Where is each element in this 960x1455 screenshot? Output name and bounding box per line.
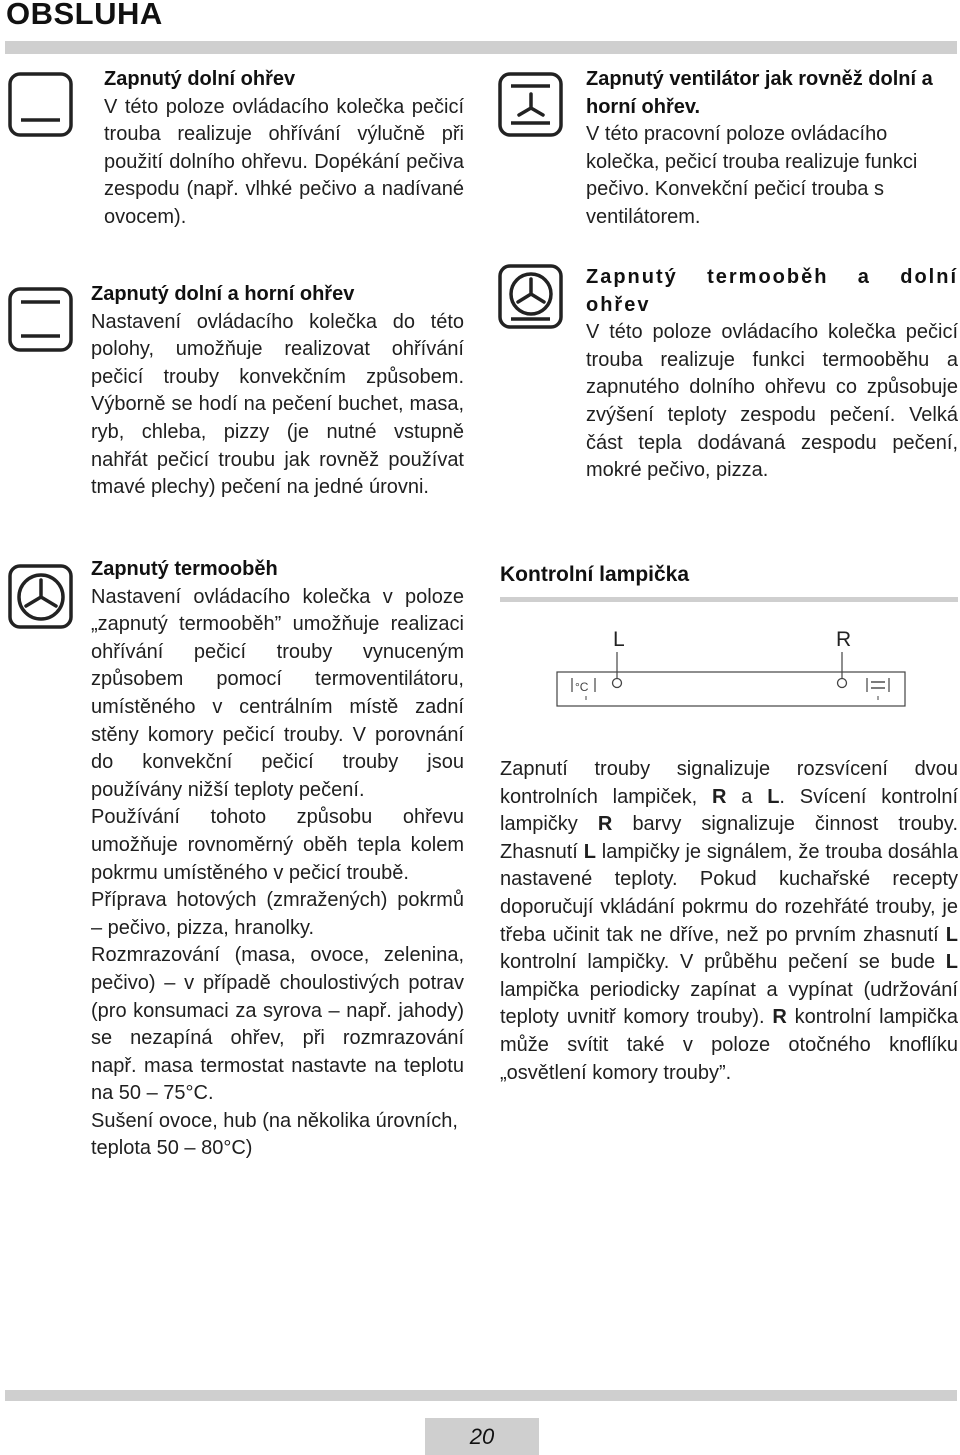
thermostat-symbol: °C — [575, 680, 589, 694]
lamp-label-left: L — [613, 628, 625, 651]
fan-bottom-heating-icon — [498, 264, 564, 330]
lamp-text-l: L — [767, 785, 780, 808]
lamp-text-2: . Svícení kontrolní lampičky — [500, 785, 959, 836]
section-body: Nastavení ovládacího kolečka do této polohy, umožňuje realizovat ohřívání pečicí trouby konvekčním způsobem. Výborně se hodí na pečení buchet, masa, ryb, chleba, pizzy (je nutné vstupně nahřát pečicí troubu jak rovněž používat tmavé plechy) pečení na jedné úrovni. — [91, 310, 464, 499]
lamp-text-4: lampičky je signálem, že trouba dosáhla nastavené teploty. Pokud kuchařské recepty doporučují vkládání pokrmu do rozehřáté trouby, je třeba učinit tak ne dříve, než po prvním zhasnutí — [500, 840, 958, 946]
page-number: 20 — [469, 1423, 495, 1449]
lamp-text-3: barvy signalizuje činnost trouby. Zhasnutí — [500, 813, 959, 863]
lamp-text-5: kontrolní lampičky. V průběhu pečení se bude — [500, 951, 936, 974]
lamp-text-a: a — [741, 785, 753, 808]
section-heading: Zapnutý ventilátor jak rovněž dolní a horní ohřev. — [586, 68, 933, 118]
section-heading: Zapnutý dolní a horní ohřev — [91, 283, 355, 305]
section-heading: Zapnutý termooběh a dolní ohřev — [586, 266, 958, 316]
lamp-text-6: lampička periodicky zapínat a vypínat (udržování teploty uvnitř komory trouby). — [500, 978, 958, 1029]
section-body: V této poloze ovládacího kolečka pečicí trouba realizuje ohřívání výlučně při použití dolního ohřevu. Dopékání pečiva zespodu (např. vlhké pečivo a nadívané ovocem). — [104, 95, 464, 228]
lamp-label-right: R — [836, 628, 852, 651]
top-bottom-heating-icon — [8, 287, 74, 353]
lamp-text-7: kontrolní lampička může svítit také v poloze otočného knoflíku „osvětlení komory trouby”. — [500, 1006, 959, 1084]
fan-top-bottom-heating-icon — [498, 72, 564, 138]
section-paragraph: Používání tohoto způsobu ohřevu umožňuje rovnoměrný oběh tepla kolem pokrmu umístěného v pečicí troubě. — [91, 806, 464, 884]
bottom-heating-icon — [8, 72, 74, 138]
section-paragraph: Příprava hotových (zmražených) pokrmů – pečivo, pizza, hranolky. — [91, 889, 464, 939]
section-hot-air-bottom — [586, 264, 958, 485]
control-lamp-rule — [500, 597, 958, 602]
section-body: V této pracovní poloze ovládacího kolečka, pečicí trouba realizuje funkci pečivo. Konvekční pečicí trouba s ventilátorem. — [586, 123, 918, 228]
lamp-text-r: R — [772, 1006, 787, 1029]
section-body: V této poloze ovládacího kolečka pečicí trouba realizuje funkci termooběhu a zapnutého dolního ohřevu co způsobuje zvýšení teploty zespodu pečení. Velká část tepla dodávaná zespodu pečení, mokré pečivo, pizza. — [586, 321, 958, 482]
header-rule — [5, 41, 957, 54]
lamp-text-l: L — [583, 840, 596, 863]
footer-rule — [5, 1390, 957, 1401]
control-lamp-text — [500, 756, 958, 1087]
lamp-text-l: L — [945, 923, 958, 946]
section-bottom-heating — [104, 66, 464, 232]
lamp-text-r: R — [711, 785, 727, 808]
fan-icon — [8, 564, 74, 630]
lamp-l-indicator — [613, 679, 622, 688]
lamp-text-1: Zapnutí trouby signalizuje rozsvícení dvou kontrolních lampiček, — [500, 758, 958, 808]
lamp-r-indicator — [838, 679, 847, 688]
section-top-bottom-heating — [91, 281, 464, 502]
section-heading: Zapnutý dolní ohřev — [104, 68, 296, 90]
section-hot-air — [91, 556, 464, 1163]
section-heading: Zapnutý termooběh — [91, 558, 278, 580]
section-paragraph: Sušení ovoce, hub (na několika úrovních, teplota 50 – 80°C) — [91, 1109, 458, 1160]
section-paragraph: Nastavení ovládacího kolečka v poloze „zapnutý termooběh” umožňuje realizaci ohřívání pečicí trouby vynuceným způsobem pomocí termoventilátoru, umístěného v centrálním místě zadní stěny komory pečicí trouby. V porovnání do konvekční pečicí trouby jsou používány nižší teploty pečení. — [91, 585, 464, 801]
lamp-text-r: R — [597, 813, 613, 836]
control-lamp-heading: Kontrolní lampička — [500, 563, 690, 586]
section-paragraph: Rozmrazování (masa, ovoce, zelenina, pečivo) – v případě choulostivých potrav (pro konsumaci za syrova – např. jahody) se nezapíná ohřev, při rozmrazování např. masa termostat nastavte na teplotu na 50 – 75°C. — [91, 944, 464, 1105]
page-title: OBSLUHA — [6, 0, 163, 31]
section-fan-top-bottom — [586, 66, 958, 232]
page-number-box — [425, 1418, 539, 1455]
lamp-text-l: L — [945, 951, 958, 974]
control-lamp-diagram — [555, 620, 907, 710]
